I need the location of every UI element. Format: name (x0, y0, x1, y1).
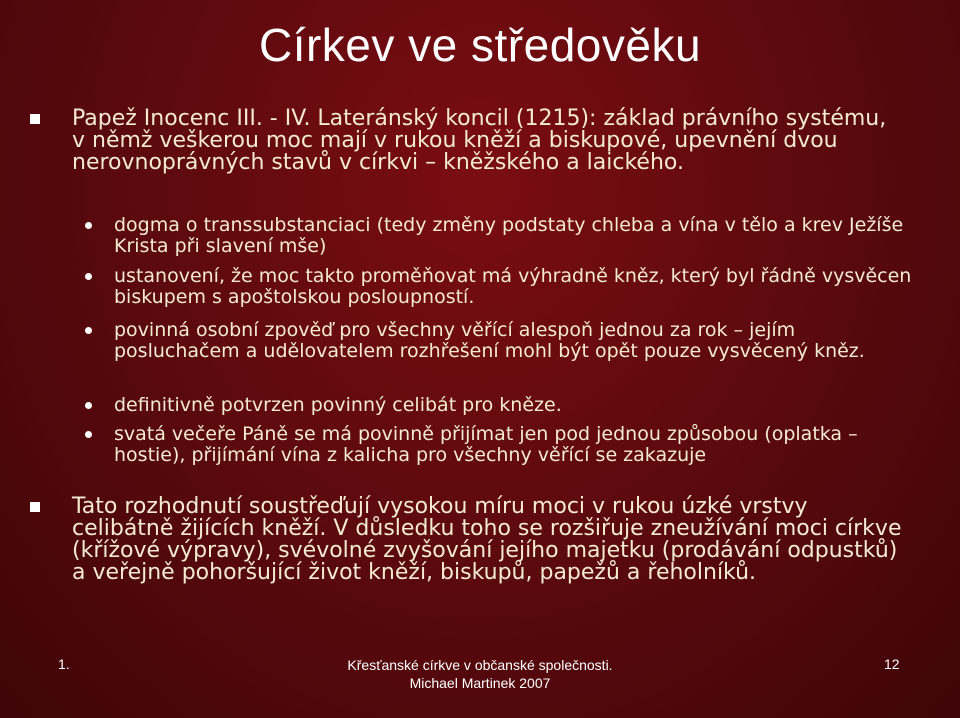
subbullet-text: ustanovení, že moc takto proměňovat má výhradně kněz, který byl řádně vysvěcen biskupem s apoštolskou posloupností. (114, 265, 912, 308)
subbullet-item (114, 215, 914, 257)
dot-bullet-icon (85, 273, 92, 280)
subbullet-text: povinná osobní zpověď pro všechny věřící alespoň jednou za rok – jejím posluchačem a udělovatelem rozhřešení mohl být opět pouze vysvěcený kněz. (114, 319, 865, 362)
footer-left: 1. (58, 656, 70, 672)
bullet-item (72, 496, 902, 584)
bullet-item (72, 108, 902, 174)
square-bullet-icon (30, 114, 40, 124)
slide-title: Církev ve středověku (258, 19, 702, 71)
footer-course: Křesťanské církve v občanské společnosti. (347, 657, 613, 673)
square-bullet-icon (30, 502, 40, 512)
subbullet-text: definitivně potvrzen povinný celibát pro kněze. (114, 394, 562, 416)
dot-bullet-icon (85, 402, 92, 409)
subbullet-item (114, 320, 914, 362)
bullet-text: Tato rozhodnutí soustřeďují vysokou míru moci v rukou úzké vrstvy celibátně žijících kněží. V důsledku toho se rozšiřuje zneužívání moci církve (křížové výpravy), svévolné zvyšování jejího majetku (prodávání odpustků) a veřejně pohoršující život kněží, biskupů, papežů a řeholníků. (72, 494, 902, 585)
subbullet-item (114, 395, 914, 416)
page-number: 12 (884, 656, 900, 672)
subbullet-text: svatá večeře Páně se má povinně přijímat jen pod jednou způsobou (oplatka – hostie), přijímání vína z kalicha pro všechny věřící se zakazuje (114, 423, 858, 466)
dot-bullet-icon (85, 327, 92, 334)
bullet-text: Papež Inocenc III. - IV. Lateránský koncil (1215): základ právního systému, v němž veškerou moc mají v rukou kněží a biskupové, upevnění dvou nerovnoprávných stavů v církvi – kněžského a laického. (72, 106, 887, 175)
subbullet-text: dogma o transsubstanciaci (tedy změny podstaty chleba a vína v tělo a krev Ježíše Krista při slavení mše) (114, 214, 904, 257)
subbullet-item (114, 424, 914, 466)
subbullet-item (114, 266, 914, 308)
dot-bullet-icon (85, 431, 92, 438)
dot-bullet-icon (85, 222, 92, 229)
footer-center (0, 656, 960, 692)
footer-author: Michael Martinek 2007 (409, 675, 551, 691)
